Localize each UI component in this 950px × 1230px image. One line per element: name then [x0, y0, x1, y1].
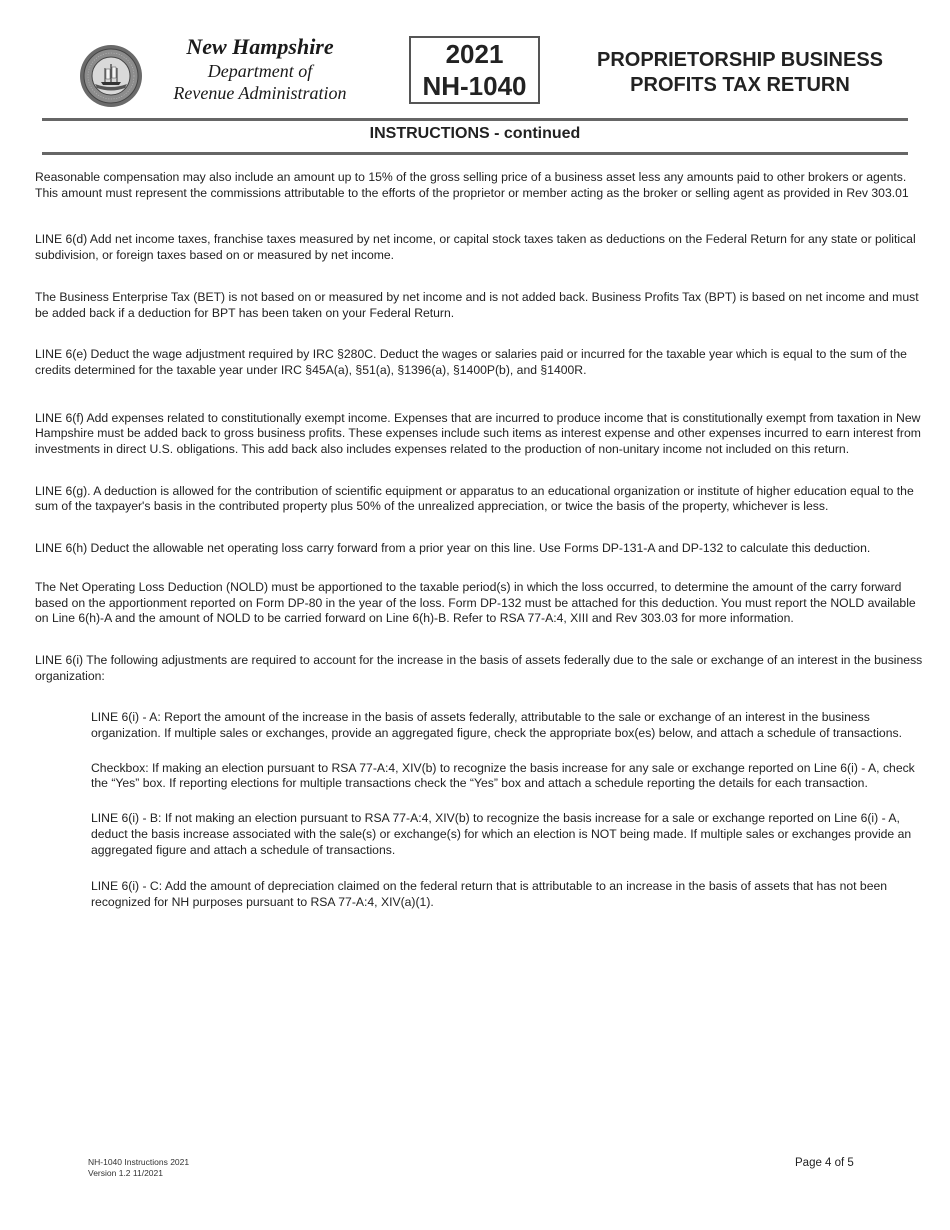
form-title-line1: PROPRIETORSHIP BUSINESS: [597, 49, 883, 71]
form-title-line2: PROFITS TAX RETURN: [630, 74, 850, 96]
form-year: 2021: [445, 39, 504, 69]
paragraph-line-6g: LINE 6(g). A deduction is allowed for the contribution of scientific equipment or apparatus to an educational organization or institute of higher education equal to the sum of the taxpayer's basis in the contributed property plus 50% of the unrealized appreciation, or twice the basis of the property, whichever is less.: [35, 483, 914, 514]
footer-version: Version 1.2 11/2021: [88, 1168, 163, 1178]
paragraph-line-6h: LINE 6(h) Deduct the allowable net operating loss carry forward from a prior year on this line. Use Forms DP-131-A and DP-132 to calculate this deduction.: [35, 541, 871, 556]
paragraph-compensation: Reasonable compensation may also include an amount up to 15% of the gross selling price of a business asset less any amounts paid to other brokers or agents. This amount must represent the commissions attributable to the efforts of the proprietor or member acting as the broker or selling agent as provided in Rev 303.01: [35, 170, 909, 200]
paragraph-line-6i-a: LINE 6(i) - A: Report the amount of the increase in the basis of assets federally, attributable to the sale or exchange of an interest in the business organization. If multiple sales or exchanges, provide an aggregated figure, check the appropriate box(es) below, and attach a schedule of transactions.: [91, 710, 902, 741]
page-number: Page 4 of 5: [795, 1157, 854, 1169]
agency-dept-line1: Department of: [207, 61, 313, 81]
paragraph-line-6f: LINE 6(f) Add expenses related to constitutionally exempt income. Expenses that are incurred to produce income that is constitutionally exempt from taxation in New Hampshire must be added back to gross business profits. These expenses include such items as interest expense and other expenses incurred to earn interest from investments in direct U.S. obligations. This add back also includes expenses related to the production of non-unitary income not included on this return.: [35, 410, 921, 457]
agency-dept-line2: Revenue Administration: [173, 83, 347, 103]
agency-name: [150, 34, 370, 104]
paragraph-checkbox: Checkbox: If making an election pursuant to RSA 77-A:4, XIV(b) to recognize the basis increase for any sale or exchange reported on Line 6(i) - A, check the “Yes” box. If reporting elections for multiple transactions check the “Yes” box and attach a schedule reporting the details for each transaction.: [91, 760, 915, 791]
paragraph-line-6i-b: LINE 6(i) - B: If not making an election pursuant to RSA 77-A:4, XIV(b) to recognize the basis increase for a sale or exchange reported on Line 6(i) - A, deduct the basis increase associated with the sale(s) or exchange(s) for which an election is NOT being made. If multiple sales or exchanges provide an aggregated figure and attach a schedule of transactions.: [91, 811, 912, 857]
paragraph-line-6i-c: LINE 6(i) - C: Add the amount of depreciation claimed on the federal return that is attributable to an increase in the basis of assets that has not been recognized for NH purposes pursuant to RSA 77-A:4, XIV(a)(1).: [91, 879, 888, 909]
form-id-box: [409, 36, 540, 104]
form-title: [575, 48, 905, 98]
agency-state: New Hampshire: [186, 34, 334, 59]
section-subtitle: INSTRUCTIONS - continued: [369, 125, 581, 142]
paragraph-line-6i: LINE 6(i) The following adjustments are required to account for the increase in the basis of assets federally due to the sale or exchange of an interest in the business organization:: [35, 652, 923, 683]
state-seal-logo: [79, 44, 143, 108]
form-number: NH-1040: [422, 71, 527, 101]
header-divider-bottom: [42, 152, 908, 155]
paragraph-nold: The Net Operating Loss Deduction (NOLD) must be apportioned to the taxable period(s) in which the loss occurred, to determine the amount of the carry forward based on the apportionment reported on Form DP-80 in the year of the loss. Form DP-132 must be attached for this deduction. You must report the NOLD available on Line 6(h)-A and the amount of NOLD to be carried forward on Line 6(h)-B. Refer to RSA 77-A:4, XIII and Rev 303.03 for more information.: [35, 579, 916, 626]
footer-doc-info: [88, 1157, 189, 1179]
footer-doc-name: NH-1040 Instructions 2021: [88, 1157, 190, 1167]
paragraph-bet-bpt: The Business Enterprise Tax (BET) is not based on or measured by net income and is not added back. Business Profits Tax (BPT) is based on net income and must be added back if a deduction for BPT has been taken on your Federal Return.: [35, 289, 919, 320]
paragraph-line-6d: LINE 6(d) Add net income taxes, franchise taxes measured by net income, or capital stock taxes taken as deductions on the Federal Return for any state or political subdivision, or foreign taxes based on or measured by net income.: [35, 232, 916, 263]
header-divider-top: [42, 118, 908, 121]
instructions-body: [35, 170, 925, 911]
paragraph-line-6e: LINE 6(e) Deduct the wage adjustment required by IRC §280C. Deduct the wages or salaries paid or incurred for the taxable year which is equal to the sum of the credits determined for the taxable year under IRC §45A(a), §51(a), §1396(a), §1400P(b), and §1400R.: [35, 347, 907, 377]
